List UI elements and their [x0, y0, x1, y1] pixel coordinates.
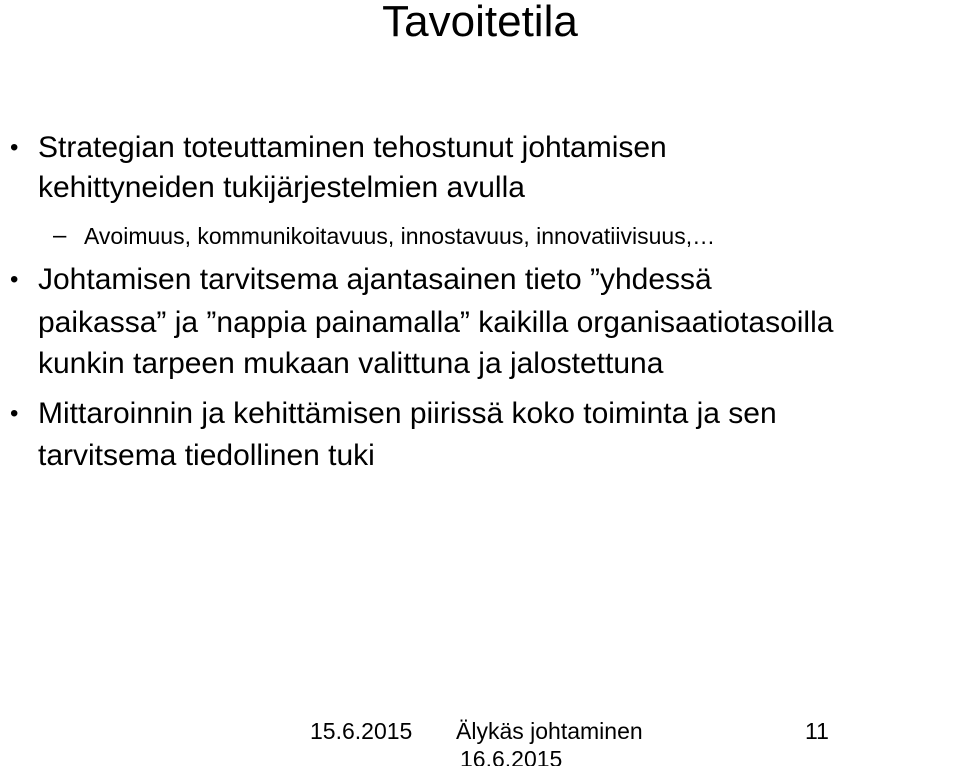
bullet-marker: • — [10, 266, 19, 293]
bullet-marker: • — [10, 134, 19, 161]
sub-bullet-text: Avoimuus, kommunikoitavuus, innostavuus, innovatiivisuus,… — [84, 223, 716, 249]
bullet-marker: • — [10, 400, 19, 427]
bullet-text-line: tarvitsema tiedollinen tuki — [38, 439, 375, 472]
bullet-text-line: Mittaroinnin ja kehittämisen piirissä koko toiminta ja sen — [38, 397, 777, 430]
footer-page-number: 11 — [805, 718, 829, 744]
bullet-text-line: paikassa” ja ”nappia painamalla” kaikilla organisaatiotasoilla — [38, 306, 834, 339]
footer-date: 15.6.2015 — [310, 718, 413, 744]
footer-subtitle: Älykäs johtaminen — [456, 718, 643, 744]
footer-date-secondary: 16.6.2015 — [460, 746, 563, 766]
bullet-text-line: kunkin tarpeen mukaan valittuna ja jalostettuna — [38, 347, 664, 380]
slide-title: Tavoitetila — [382, 0, 578, 46]
bullet-text-line: Strategian toteuttaminen tehostunut johtamisen — [38, 131, 667, 164]
bullet-text-line: Johtamisen tarvitsema ajantasainen tieto ”yhdessä — [38, 263, 712, 296]
sub-bullet-marker: – — [53, 222, 67, 249]
bullet-text-line: kehittyneiden tukijärjestelmien avulla — [38, 171, 525, 204]
